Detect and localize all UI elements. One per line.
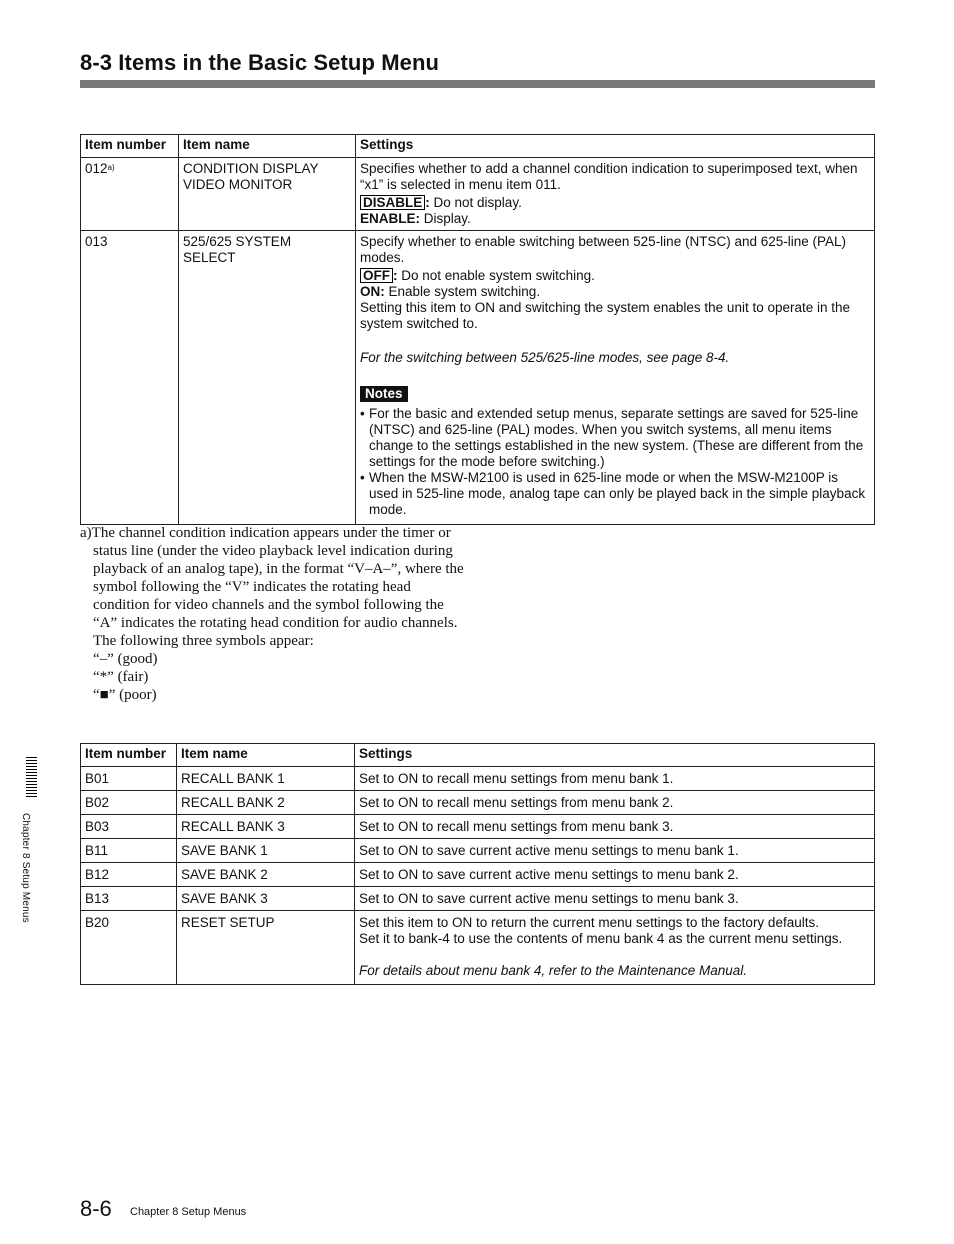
table-row	[81, 158, 875, 231]
table-row	[81, 863, 875, 887]
settings-cell	[355, 911, 875, 985]
option-text: Do not display.	[429, 195, 522, 210]
note-text: For the basic and extended setup menus, separate settings are saved for 525-line (NTSC) and 625-line (PAL) modes. When you switch systems, all menu items change to the settings established in the new system. (These are different from the settings for the mode before switching.)	[369, 406, 864, 469]
page-number: 8-6	[80, 1196, 112, 1221]
bullet-icon: •	[360, 406, 365, 421]
item-number: B01	[81, 767, 177, 791]
setting-description: Specify whether to enable switching between 525-line (NTSC) and 625-line (PAL) modes.	[360, 234, 847, 265]
footnote	[80, 524, 465, 704]
page-reference: For the switching between 525/625-line modes, see page 8-4.	[360, 350, 730, 365]
item-number: B20	[81, 911, 177, 985]
table-row	[81, 839, 875, 863]
item-number: B02	[81, 791, 177, 815]
option-colon: :	[425, 195, 430, 210]
option-colon: :	[393, 268, 398, 283]
settings-text: Set to ON to save current active menu settings to menu bank 2.	[355, 863, 875, 887]
column-header-item-number: Item number	[81, 744, 177, 767]
symbol-entry: “–” (good)	[93, 651, 158, 667]
setting-option	[360, 284, 870, 300]
footnote-paragraph	[80, 524, 465, 632]
symbols-intro: The following three symbols appear:	[93, 633, 314, 649]
notes-label: Notes	[360, 386, 408, 402]
default-value-label: OFF	[360, 268, 393, 283]
item-number: B12	[81, 863, 177, 887]
item-name-cell	[179, 158, 356, 231]
column-header-settings: Settings	[355, 744, 875, 767]
column-header-settings: Settings	[356, 135, 875, 158]
note-text: When the MSW-M2100 is used in 625-line mode or when the MSW-M2100P is used in 525-line mode, analog tape can only be played back in the simple playback mode.	[369, 470, 866, 517]
setting-extra-text: Setting this item to ON and switching the system enables the unit to operate in the system switched to.	[360, 300, 851, 331]
table-row	[81, 767, 875, 791]
settings-text: Set to ON to recall menu settings from menu bank 1.	[355, 767, 875, 791]
item-number: B03	[81, 815, 177, 839]
chapter-tab-marks	[26, 757, 37, 799]
settings-text: Set it to bank-4 to use the contents of menu bank 4 as the current menu settings.	[359, 931, 843, 946]
column-header-item-number: Item number	[81, 135, 179, 158]
item-name-line: VIDEO MONITOR	[183, 177, 293, 192]
table-row	[81, 231, 875, 525]
option-text: Display.	[420, 211, 471, 226]
section-title: 8-3 Items in the Basic Setup Menu	[80, 50, 440, 75]
notes-label-wrap	[360, 366, 870, 402]
settings-cell	[356, 231, 875, 525]
settings-text: Set to ON to save current active menu settings to menu bank 1.	[355, 839, 875, 863]
footnote-marker: a)	[80, 525, 92, 541]
setting-option	[360, 195, 870, 211]
item-name-line: CONDITION DISPLAY	[183, 161, 319, 176]
symbol-entry: “*” (fair)	[93, 669, 149, 685]
footer-chapter-label: Chapter 8 Setup Menus	[130, 1206, 247, 1218]
symbol-entry: “■” (poor)	[93, 687, 157, 703]
item-number: B11	[81, 839, 177, 863]
item-name-line: SELECT	[183, 250, 236, 265]
item-name-cell	[179, 231, 356, 525]
table-row	[81, 911, 875, 985]
option-text: Enable system switching.	[384, 284, 541, 299]
setting-description: Specifies whether to add a channel condition indication to superimposed text, when “x1” is selected in menu item 011.	[360, 161, 858, 192]
item-name: RESET SETUP	[177, 911, 355, 985]
note-item	[360, 406, 870, 470]
item-name: RECALL BANK 2	[177, 791, 355, 815]
item-number: B13	[81, 887, 177, 911]
bullet-icon: •	[360, 470, 365, 485]
item-name: SAVE BANK 1	[177, 839, 355, 863]
item-name: RECALL BANK 1	[177, 767, 355, 791]
option-text: Do not enable system switching.	[397, 268, 595, 283]
item-name: SAVE BANK 3	[177, 887, 355, 911]
item-number-cell	[81, 158, 179, 231]
notes-list	[360, 406, 870, 518]
table-header-row	[81, 744, 875, 767]
item-name: SAVE BANK 2	[177, 863, 355, 887]
table-row	[81, 887, 875, 911]
table-row	[81, 791, 875, 815]
item-name: RECALL BANK 3	[177, 815, 355, 839]
footnote-marker: a)	[107, 163, 115, 172]
item-name-line: 525/625 SYSTEM	[183, 234, 292, 249]
default-value-label: DISABLE	[360, 195, 425, 210]
item-number: 012	[85, 161, 108, 176]
settings-table-banks	[80, 743, 875, 985]
note-item	[360, 470, 870, 518]
settings-cell	[356, 158, 875, 231]
side-chapter-label: Chapter 8 Setup Menus	[20, 813, 31, 923]
settings-table-basic	[80, 134, 875, 525]
item-number-cell	[81, 231, 179, 525]
setting-option	[360, 211, 870, 227]
setting-option	[360, 268, 870, 284]
title-rule	[80, 80, 875, 88]
table-header-row	[81, 135, 875, 158]
settings-text: Set this item to ON to return the current menu settings to the factory defaults.	[359, 915, 819, 930]
table-row	[81, 815, 875, 839]
column-header-item-name: Item name	[177, 744, 355, 767]
manual-reference: For details about menu bank 4, refer to the Maintenance Manual.	[359, 963, 747, 978]
option-label: ON:	[360, 284, 385, 299]
settings-text: Set to ON to recall menu settings from menu bank 3.	[355, 815, 875, 839]
column-header-item-name: Item name	[179, 135, 356, 158]
footnote-text: The channel condition indication appears under the timer or status line (under the video playback level indication during playback of an analog tape), in the format “V–A–”, where the symbol following the “V” indicates the rotating head condition for video channels and the symbol following the “A” indicates the rotating head condition for audio channels.	[91, 525, 464, 631]
option-label: ENABLE:	[360, 211, 420, 226]
item-number: 013	[85, 234, 108, 249]
settings-text: Set to ON to recall menu settings from menu bank 2.	[355, 791, 875, 815]
settings-text: Set to ON to save current active menu settings to menu bank 3.	[355, 887, 875, 911]
